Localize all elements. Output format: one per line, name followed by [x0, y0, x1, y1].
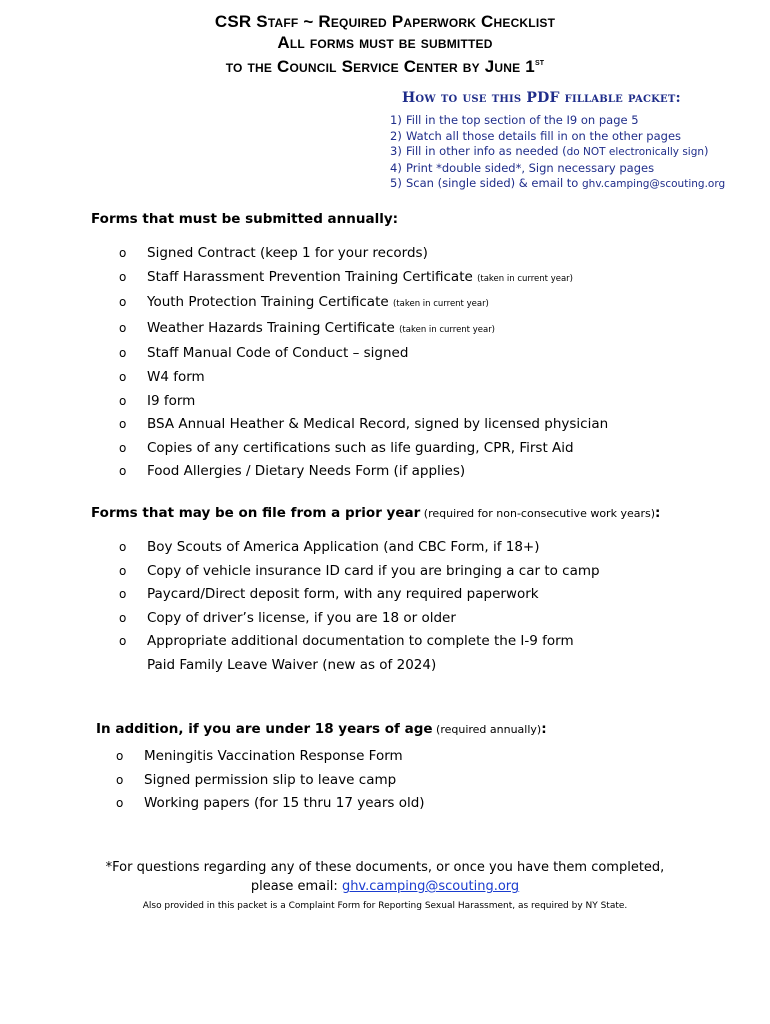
howto-step: 3) Fill in other info as needed (do NOT electronically sign) — [390, 144, 709, 159]
list-item: o Copies of any certifications such as life guarding, CPR, First Aid — [119, 437, 608, 461]
bullet-icon: o — [116, 772, 124, 787]
list-item: o I9 form — [119, 390, 608, 414]
bullet-icon: o — [116, 749, 124, 763]
list-item-continuation: Paid Family Leave Waiver (new as of 2024) — [147, 656, 437, 673]
title-ordinal: st — [534, 57, 545, 68]
list-item: o Signed permission slip to leave camp — [116, 769, 425, 793]
under18-heading: In addition, if you are under 18 years of age (required annually): — [96, 721, 547, 737]
bullet-icon: o — [119, 540, 127, 554]
howto-email-link[interactable]: ghv.camping@scouting.org — [582, 178, 726, 191]
bullet-icon: o — [119, 634, 127, 649]
bullet-icon: o — [119, 417, 127, 432]
email-link[interactable]: ghv.camping@scouting.org — [341, 879, 520, 894]
prior-list — [119, 536, 600, 678]
howto-step: 4) Print *double sided*, Sign necessary pages — [390, 160, 655, 175]
howto-steps — [390, 113, 725, 193]
howto-step: 1) Fill in the top section of the I9 on page 5 — [390, 113, 639, 127]
list-item: o BSA Annual Heather & Medical Record, signed by licensed physician — [119, 413, 608, 437]
list-item: o Working papers (for 15 thru 17 years old) — [116, 792, 425, 816]
list-item: o Meningitis Vaccination Response Form — [116, 745, 425, 769]
list-item: o Appropriate additional documentation to complete the I-9 form — [119, 630, 600, 654]
under18-list — [116, 745, 425, 816]
bullet-icon: o — [119, 610, 127, 625]
title-line-1: CSR Staff ~ Required Paperwork Checklist — [214, 12, 556, 31]
list-item: o Youth Protection Training Certificate (taken in current year) — [119, 291, 608, 317]
howto-title: How to use this PDF fillable packet: — [402, 90, 681, 106]
bullet-icon: o — [116, 796, 124, 811]
prior-heading: Forms that may be on file from a prior year (required for non-consecutive work years): — [91, 505, 661, 521]
title-line-2: All forms must be submitted — [277, 33, 493, 52]
annual-heading: Forms that must be submitted annually: — [91, 211, 399, 227]
bullet-icon: o — [119, 587, 127, 602]
bullet-icon: o — [119, 393, 127, 408]
list-item: o Staff Harassment Prevention Training Certificate (taken in current year) — [119, 266, 608, 292]
list-item: o Boy Scouts of America Application (and CBC Form, if 18+) — [119, 536, 600, 560]
list-item: o Staff Manual Code of Conduct – signed — [119, 342, 608, 366]
annual-list — [119, 242, 608, 484]
howto-step: 5) Scan (single sided) & email to ghv.camping@scouting.org — [390, 176, 726, 191]
footer-line-2: please email: ghv.camping@scouting.org — [250, 879, 520, 894]
bullet-icon: o — [119, 369, 127, 384]
list-item: o Copy of driver’s license, if you are 18 or older — [119, 607, 600, 631]
footer-line-1: *For questions regarding any of these documents, or once you have them completed, — [105, 860, 665, 875]
list-item: o Copy of vehicle insurance ID card if you are bringing a car to camp — [119, 560, 600, 584]
list-item: o Signed Contract (keep 1 for your records) — [119, 242, 608, 266]
bullet-icon: o — [119, 320, 127, 335]
list-item: o W4 form — [119, 366, 608, 390]
bullet-icon: o — [119, 440, 127, 455]
howto-step: 2) Watch all those details fill in on the other pages — [390, 128, 682, 143]
footer-note: Also provided in this packet is a Complaint Form for Reporting Sexual Harassment, as required by NY State. — [142, 901, 628, 911]
list-item: o Paycard/Direct deposit form, with any required paperwork — [119, 583, 600, 607]
bullet-icon: o — [119, 464, 127, 479]
list-item: o Weather Hazards Training Certificate (taken in current year) — [119, 317, 608, 343]
title-line-3-text: to the Council Service Center by June 1 — [225, 57, 535, 76]
bullet-icon: o — [119, 563, 127, 578]
title-line-3 — [0, 53, 770, 77]
bullet-icon: o — [119, 346, 127, 361]
list-item: o Food Allergies / Dietary Needs Form (if applies) — [119, 460, 608, 484]
bullet-icon: o — [119, 295, 127, 310]
bullet-icon: o — [119, 246, 127, 260]
bullet-icon: o — [119, 269, 127, 284]
